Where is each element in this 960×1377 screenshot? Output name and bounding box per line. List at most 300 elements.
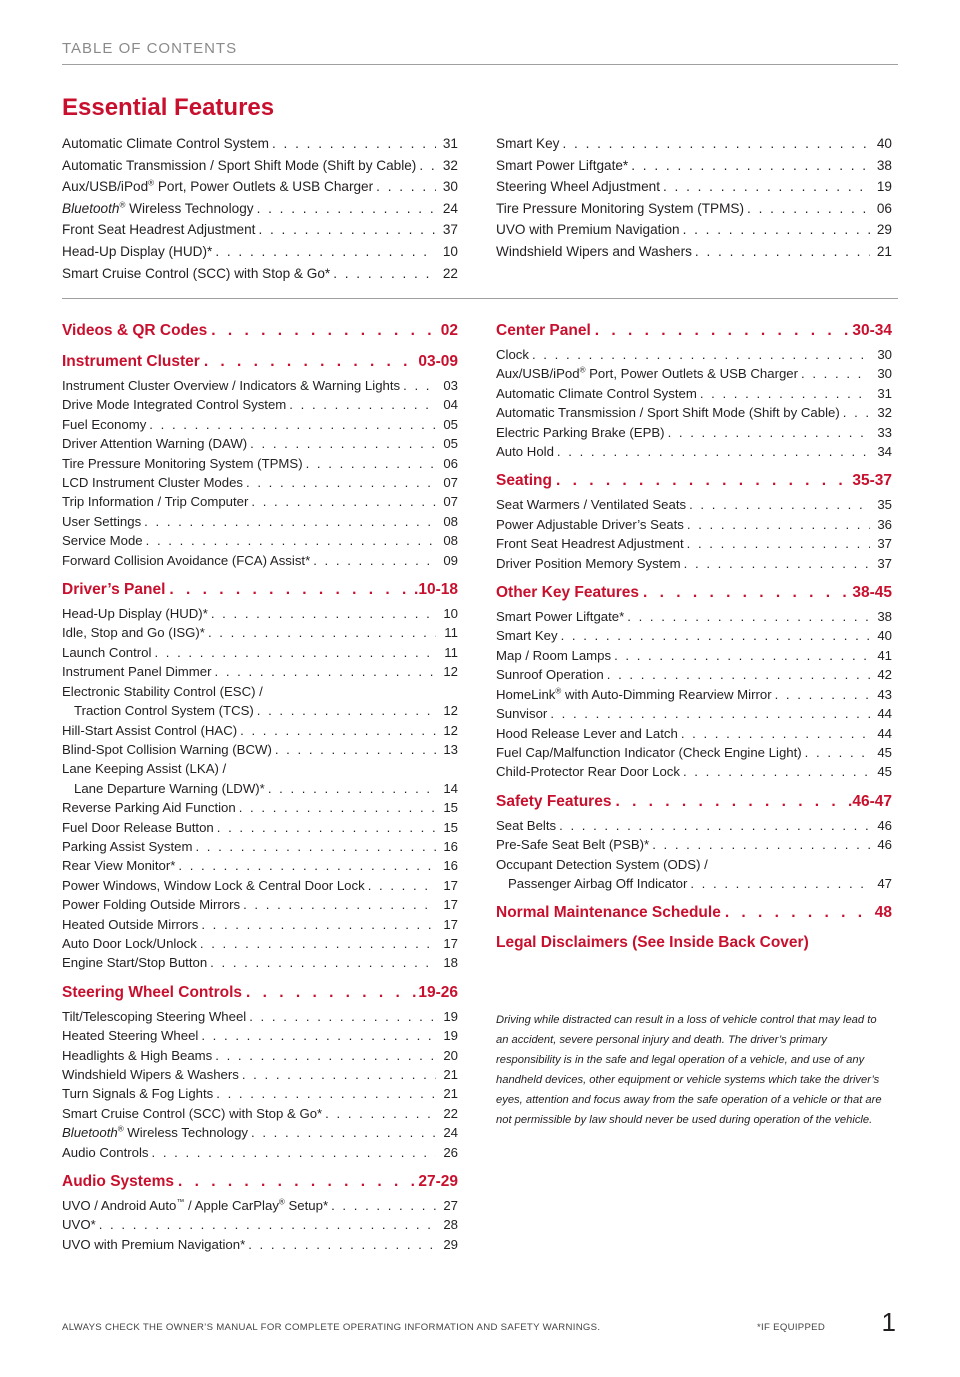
toc-entry-page: 30 xyxy=(877,347,892,362)
leader-dots xyxy=(205,623,436,642)
leader-dots xyxy=(558,626,870,645)
toc-entry[interactable] xyxy=(496,219,892,241)
toc-entry-label: Pre-Safe Seat Belt (PSB)* xyxy=(496,837,650,853)
leader-dots xyxy=(721,902,875,924)
toc-entry[interactable] xyxy=(496,442,892,461)
toc-entry-label: User Settings xyxy=(62,513,142,529)
toc-entry-page: 33 xyxy=(877,424,892,440)
leader-dots xyxy=(272,740,436,759)
toc-entry-label: Head-Up Display (HUD)* xyxy=(62,606,208,622)
toc-entry[interactable] xyxy=(496,403,892,422)
toc-entry[interactable] xyxy=(496,665,892,684)
leader-dots xyxy=(174,1171,418,1193)
section-heading[interactable] xyxy=(496,320,892,342)
leader-dots xyxy=(248,1123,436,1142)
section-title: Other Key Features xyxy=(496,584,639,602)
toc-entry-page: 30 xyxy=(442,179,458,195)
toc-entry[interactable] xyxy=(496,685,892,704)
toc-entry-label: Headlights & High Beams xyxy=(62,1047,213,1063)
toc-entry[interactable] xyxy=(496,534,892,553)
leader-dots xyxy=(684,515,870,534)
toc-entry-label: Power Adjustable Driver’s Seats xyxy=(496,516,684,532)
section-heading[interactable] xyxy=(62,1171,458,1193)
leader-dots xyxy=(239,1065,436,1084)
toc-entry-page: 21 xyxy=(443,1067,458,1082)
leader-dots xyxy=(624,607,870,626)
leader-dots xyxy=(207,953,436,972)
toc-entry-label: Occupant Detection System (ODS) / xyxy=(496,856,708,872)
toc-entry[interactable] xyxy=(62,1065,458,1084)
section-heading[interactable] xyxy=(496,932,892,954)
leader-dots xyxy=(143,531,436,550)
toc-entry-label: Engine Start/Stop Button xyxy=(62,955,208,971)
toc-entry[interactable] xyxy=(62,876,458,895)
toc-entry-page: 45 xyxy=(877,764,892,780)
toc-entry-page: 26 xyxy=(443,1144,458,1160)
leader-dots xyxy=(798,364,870,383)
section-title: Seating xyxy=(496,472,552,490)
toc-entry-label: Tilt/Telescoping Steering Wheel xyxy=(62,1008,247,1024)
toc-entry-page: 32 xyxy=(877,405,892,421)
toc-entry[interactable] xyxy=(62,740,458,759)
toc-entry-label: Automatic Climate Control System xyxy=(62,136,269,151)
leader-dots xyxy=(303,454,436,473)
toc-entry-page: 37 xyxy=(877,555,892,571)
toc-entry-page: 13 xyxy=(443,741,458,757)
leader-dots xyxy=(146,415,436,434)
toc-entry[interactable] xyxy=(62,1143,458,1162)
toc-entry[interactable] xyxy=(62,759,458,778)
toc-entry-page: 12 xyxy=(443,664,458,680)
leader-dots xyxy=(681,554,870,573)
leader-dots xyxy=(547,704,870,723)
toc-entry[interactable] xyxy=(62,1084,458,1103)
toc-entry-page: 07 xyxy=(443,475,458,491)
toc-entry-page: 12 xyxy=(443,722,458,738)
toc-entry-label: Electric Parking Brake (EPB) xyxy=(496,424,665,440)
toc-entry[interactable] xyxy=(62,1026,458,1045)
toc-entry-label: Fuel Door Release Button xyxy=(62,819,214,835)
leader-dots xyxy=(840,403,870,422)
leader-dots xyxy=(237,721,436,740)
toc-entry-label: UVO / Android Auto™ / Apple CarPlay® Setup* xyxy=(62,1197,329,1214)
toc-entry-label: Fuel Economy xyxy=(62,416,147,432)
toc-entry[interactable] xyxy=(62,376,458,395)
toc-entry-label: Bluetooth® Wireless Technology xyxy=(62,1124,248,1141)
toc-entry-label: HomeLink® with Auto-Dimming Rearview Mirror xyxy=(496,686,772,702)
section-pages: 30-34 xyxy=(852,322,892,339)
toc-entry[interactable] xyxy=(496,176,892,198)
toc-entry-label: Auto Door Lock/Unlock xyxy=(62,935,197,951)
toc-entry[interactable] xyxy=(62,155,458,177)
leader-dots xyxy=(322,1104,436,1123)
leader-dots xyxy=(684,534,870,553)
toc-entry-page: 16 xyxy=(443,858,458,874)
section-title: Steering Wheel Controls xyxy=(62,983,242,1001)
toc-entry-page: 05 xyxy=(443,436,458,452)
toc-entry-label: Power Folding Outside Mirrors xyxy=(62,897,241,913)
leader-dots xyxy=(665,423,870,442)
toc-entry[interactable] xyxy=(496,835,892,854)
toc-entry-page: 40 xyxy=(877,628,892,644)
toc-entry[interactable] xyxy=(62,1215,458,1234)
section-title: Center Panel xyxy=(496,322,591,339)
leader-dots xyxy=(687,874,870,893)
leader-dots xyxy=(604,665,870,684)
toc-entry-page: 31 xyxy=(442,136,458,151)
toc-entry-page: 05 xyxy=(443,416,458,432)
toc-entry[interactable] xyxy=(496,155,892,177)
toc-entry-label: UVO with Premium Navigation xyxy=(496,222,680,238)
section-heading[interactable] xyxy=(62,351,458,373)
toc-entry[interactable] xyxy=(62,915,458,934)
leader-dots xyxy=(697,384,870,403)
toc-entry[interactable] xyxy=(62,415,458,434)
toc-entry-label: Tire Pressure Monitoring System (TPMS) xyxy=(496,200,745,216)
toc-entry-label: Driver Position Memory System xyxy=(496,555,681,571)
toc-entry[interactable] xyxy=(496,762,892,781)
toc-entry-label: Smart Key xyxy=(496,628,558,644)
toc-entry-page: 29 xyxy=(443,1236,458,1252)
toc-entry[interactable] xyxy=(496,816,892,835)
toc-entry-label: Lane Departure Warning (LDW)* xyxy=(74,780,265,796)
toc-entry-label: Service Mode xyxy=(62,533,143,549)
leader-dots xyxy=(744,198,870,220)
toc-entry-label: Parking Assist System xyxy=(62,838,193,854)
leader-dots xyxy=(192,837,436,856)
toc-entry[interactable] xyxy=(62,198,458,220)
toc-entry-page: 21 xyxy=(876,243,892,259)
toc-entry[interactable] xyxy=(62,531,458,550)
leader-dots xyxy=(96,1215,436,1234)
toc-entry-label: Instrument Cluster Overview / Indicators & Warning Lights xyxy=(62,378,401,393)
toc-entry[interactable] xyxy=(62,643,458,662)
section-pages: 46-47 xyxy=(852,792,892,810)
toc-entry[interactable] xyxy=(62,512,458,531)
leader-dots xyxy=(254,701,436,720)
toc-entry[interactable] xyxy=(62,682,458,701)
toc-entry-page: 47 xyxy=(877,875,892,891)
leader-dots xyxy=(247,434,436,453)
toc-entry[interactable] xyxy=(62,133,458,155)
leader-dots xyxy=(149,1143,437,1162)
toc-entry-label: Automatic Climate Control System xyxy=(496,385,697,401)
toc-entry[interactable] xyxy=(62,895,458,914)
toc-entry-label: Head-Up Display (HUD)* xyxy=(62,243,213,259)
section-divider xyxy=(62,298,898,299)
toc-entry-page: 32 xyxy=(442,157,458,173)
leader-dots xyxy=(678,724,870,743)
toc-entry-page: 46 xyxy=(877,837,892,853)
toc-entry[interactable] xyxy=(62,934,458,953)
toc-entry[interactable] xyxy=(496,724,892,743)
section-heading[interactable] xyxy=(496,902,892,924)
toc-entry-page: 38 xyxy=(877,609,892,625)
toc-entry[interactable] xyxy=(62,856,458,875)
leader-dots xyxy=(141,512,436,531)
leader-dots xyxy=(660,176,870,198)
leader-dots xyxy=(245,1235,436,1254)
toc-entry-label: Fuel Cap/Malfunction Indicator (Check Engine Light) xyxy=(496,744,802,760)
toc-entry-page: 44 xyxy=(877,725,892,741)
toc-entry-page: 30 xyxy=(877,366,892,382)
section-title: Normal Maintenance Schedule xyxy=(496,904,721,922)
toc-entry-label: Front Seat Headrest Adjustment xyxy=(62,222,256,238)
toc-entry-page: 10 xyxy=(443,606,458,622)
leader-dots xyxy=(246,1007,436,1026)
toc-entry-page: 28 xyxy=(443,1217,458,1233)
toc-entry[interactable] xyxy=(62,837,458,856)
section-pages: 35-37 xyxy=(852,472,892,490)
leader-dots xyxy=(165,579,414,601)
toc-entry-label: Auto Hold xyxy=(496,444,554,460)
toc-entry[interactable] xyxy=(62,623,458,642)
toc-entry[interactable] xyxy=(62,434,458,453)
toc-entry-page: 06 xyxy=(876,200,892,216)
toc-entry-page: 16 xyxy=(443,838,458,854)
toc-entry-label: Driver Attention Warning (DAW) xyxy=(62,436,248,452)
toc-entry-page: 22 xyxy=(443,1105,458,1121)
leader-dots xyxy=(240,895,436,914)
toc-entry[interactable] xyxy=(62,1046,458,1065)
toc-entry-page: 40 xyxy=(876,136,892,151)
toc-entry-page: 04 xyxy=(443,397,458,413)
leader-dots xyxy=(591,320,853,342)
toc-entry[interactable] xyxy=(62,492,458,511)
leader-dots xyxy=(772,685,870,704)
toc-entry[interactable] xyxy=(496,855,892,874)
toc-entry[interactable] xyxy=(496,554,892,573)
toc-entry[interactable] xyxy=(496,704,892,723)
leader-dots xyxy=(269,133,436,155)
leader-dots xyxy=(400,376,436,395)
section-pages: 48 xyxy=(874,904,892,922)
leader-dots xyxy=(200,351,419,373)
toc-entry-label: Electronic Stability Control (ESC) / xyxy=(62,683,263,699)
toc-entry-label: Tire Pressure Monitoring System (TPMS) xyxy=(62,455,303,471)
toc-entry[interactable] xyxy=(496,384,892,403)
leader-dots xyxy=(151,643,436,662)
toc-entry[interactable] xyxy=(62,721,458,740)
toc-entry-page: 21 xyxy=(443,1086,458,1102)
section-heading[interactable] xyxy=(496,470,892,492)
toc-entry-label: Front Seat Headrest Adjustment xyxy=(496,536,684,552)
toc-entry-label: Smart Power Liftgate* xyxy=(496,609,625,625)
toc-entry-page: 11 xyxy=(444,625,458,641)
toc-entry-page: 19 xyxy=(443,1008,458,1024)
toc-entry[interactable] xyxy=(62,1235,458,1254)
leader-dots xyxy=(207,320,440,342)
toc-entry[interactable] xyxy=(496,495,892,514)
section-pages: 38-45 xyxy=(852,584,892,602)
toc-entry-page: 19 xyxy=(876,179,892,195)
toc-entry[interactable] xyxy=(496,646,892,665)
toc-entry[interactable] xyxy=(62,1196,458,1215)
leader-dots xyxy=(552,470,852,492)
toc-entry-page: 20 xyxy=(443,1047,458,1063)
toc-entry-page: 35 xyxy=(877,497,892,513)
leader-dots xyxy=(214,818,436,837)
section-heading[interactable] xyxy=(62,982,458,1004)
essential-features-title: Essential Features xyxy=(62,94,275,121)
toc-entry-page: 38 xyxy=(876,157,892,173)
toc-entry[interactable] xyxy=(62,953,458,972)
leader-dots xyxy=(208,604,436,623)
toc-entry[interactable] xyxy=(62,818,458,837)
section-title: Driver’s Panel xyxy=(62,581,166,599)
essential-right-list xyxy=(496,133,892,263)
header-divider xyxy=(62,64,898,65)
toc-entry[interactable] xyxy=(496,607,892,626)
toc-entry[interactable] xyxy=(496,198,892,220)
footer-warning: ALWAYS CHECK THE OWNER’S MANUAL FOR COMPLETE OPERATING INFORMATION AND SAFETY WARNINGS. xyxy=(62,1322,601,1333)
toc-entry-label: Map / Room Lamps xyxy=(496,647,612,663)
leader-dots xyxy=(198,1026,436,1045)
toc-entry[interactable] xyxy=(62,263,458,285)
toc-entry-label: Idle, Stop and Go (ISG)* xyxy=(62,625,205,641)
toc-entry[interactable] xyxy=(62,551,458,570)
leader-dots xyxy=(243,473,436,492)
toc-right-column xyxy=(496,320,892,957)
leader-dots xyxy=(254,198,436,220)
distracted-driving-disclaimer: Driving while distracted can result in a loss of vehicle control that may lead to an accident, severe personal injury and death. The driver’s primary responsibility is in the safe and legal operation of a vehicle, and use of any handheld devices, other equipment or vehicle systems which take the driver’s eyes, attention and focus away from the safe operation of a vehicle or that are not permissible by law should never be used during operation of the vehicle. xyxy=(496,1014,882,1126)
leader-dots xyxy=(649,835,870,854)
toc-entry-page: 09 xyxy=(443,552,458,568)
leader-dots xyxy=(175,856,436,875)
toc-entry-label: Launch Control xyxy=(62,644,152,660)
toc-entry-label: Hood Release Lever and Latch xyxy=(496,725,678,741)
toc-entry[interactable] xyxy=(62,241,458,263)
toc-entry-page: 37 xyxy=(442,222,458,238)
leader-dots xyxy=(611,791,852,813)
toc-entry-label: Trip Information / Trip Computer xyxy=(62,494,249,510)
toc-entry-label: Clock xyxy=(496,347,529,362)
toc-entry[interactable] xyxy=(62,1007,458,1026)
section-heading[interactable] xyxy=(62,320,458,342)
toc-entry-label: Smart Key xyxy=(496,136,560,151)
section-title: Legal Disclaimers (See Inside Back Cover) xyxy=(496,934,809,952)
toc-entry[interactable] xyxy=(62,604,458,623)
toc-entry-page: 18 xyxy=(443,955,458,971)
leader-dots xyxy=(680,219,870,241)
toc-entry-label: Passenger Airbag Off Indicator xyxy=(508,875,688,891)
toc-entry-label: Turn Signals & Fog Lights xyxy=(62,1086,214,1102)
toc-entry[interactable] xyxy=(62,779,458,798)
toc-entry[interactable] xyxy=(62,1104,458,1123)
section-pages: 03-09 xyxy=(418,353,458,370)
toc-entry-page: 17 xyxy=(443,935,458,951)
leader-dots xyxy=(639,582,852,604)
page-header: TABLE OF CONTENTS xyxy=(62,40,238,57)
section-heading[interactable] xyxy=(62,579,458,601)
leader-dots xyxy=(330,263,436,285)
essential-left-list xyxy=(62,133,458,284)
section-title: Videos & QR Codes xyxy=(62,322,208,339)
toc-entry[interactable] xyxy=(496,133,892,155)
toc-entry[interactable] xyxy=(62,176,458,198)
toc-entry[interactable] xyxy=(496,241,892,263)
toc-entry-label: Lane Keeping Assist (LKA) / xyxy=(62,761,227,777)
leader-dots xyxy=(197,934,436,953)
toc-entry[interactable] xyxy=(62,798,458,817)
leader-dots xyxy=(559,133,870,155)
toc-entry-label: Windshield Wipers & Washers xyxy=(62,1067,239,1082)
toc-entry-page: 17 xyxy=(443,916,458,932)
toc-entry-label: Smart Cruise Control (SCC) with Stop & Go* xyxy=(62,1105,323,1121)
toc-entry-label: Power Windows, Window Lock & Central Door Lock xyxy=(62,877,365,893)
section-title: Instrument Cluster xyxy=(62,353,200,370)
leader-dots xyxy=(680,762,870,781)
section-heading[interactable] xyxy=(496,791,892,813)
toc-entry-page: 41 xyxy=(877,647,892,663)
toc-entry-label: LCD Instrument Cluster Modes xyxy=(62,475,244,491)
toc-entry-label: Automatic Transmission / Sport Shift Mode (Shift by Cable) xyxy=(496,405,840,421)
toc-entry-page: 24 xyxy=(443,1125,458,1141)
toc-entry-page: 12 xyxy=(443,703,458,719)
leader-dots xyxy=(802,743,870,762)
toc-entry-label: Blind-Spot Collision Warning (BCW) xyxy=(62,741,272,757)
toc-entry-page: 27 xyxy=(443,1198,458,1214)
leader-dots xyxy=(628,155,870,177)
toc-entry-label: Rear View Monitor* xyxy=(62,858,176,874)
toc-entry-page: 22 xyxy=(442,265,458,281)
toc-entry-page: 11 xyxy=(444,644,458,660)
toc-entry-page: 06 xyxy=(443,455,458,471)
toc-entry[interactable] xyxy=(62,701,458,720)
toc-entry-label: Heated Outside Mirrors xyxy=(62,916,199,932)
toc-entry[interactable] xyxy=(496,626,892,645)
toc-entry[interactable] xyxy=(496,743,892,762)
toc-entry[interactable] xyxy=(62,219,458,241)
leader-dots xyxy=(611,646,870,665)
toc-entry-page: 46 xyxy=(877,817,892,833)
section-title: Audio Systems xyxy=(62,1173,174,1191)
leader-dots xyxy=(212,241,436,263)
toc-entry-label: Child-Protector Rear Door Lock xyxy=(496,764,680,780)
toc-entry[interactable] xyxy=(62,454,458,473)
footer-if-equipped: *IF EQUIPPED xyxy=(757,1322,826,1333)
leader-dots xyxy=(373,176,436,198)
toc-entry[interactable] xyxy=(496,345,892,364)
toc-entry[interactable] xyxy=(496,874,892,893)
toc-entry-label: Sunroof Operation xyxy=(496,667,604,683)
toc-entry-page: 08 xyxy=(443,513,458,529)
leader-dots xyxy=(212,1046,436,1065)
toc-entry[interactable] xyxy=(496,515,892,534)
toc-entry[interactable] xyxy=(62,395,458,414)
toc-entry[interactable] xyxy=(62,662,458,681)
toc-entry-label: Smart Power Liftgate* xyxy=(496,157,629,173)
toc-entry-page: 10 xyxy=(442,243,458,259)
leader-dots xyxy=(556,816,870,835)
toc-entry-page: 29 xyxy=(876,222,892,238)
toc-entry[interactable] xyxy=(62,473,458,492)
section-heading[interactable] xyxy=(496,582,892,604)
toc-entry-page: 44 xyxy=(877,706,892,722)
toc-entry-label: Hill-Start Assist Control (HAC) xyxy=(62,722,238,738)
toc-entry-page: 34 xyxy=(877,444,892,460)
leader-dots xyxy=(242,982,418,1004)
leader-dots xyxy=(265,779,436,798)
page-number: 1 xyxy=(881,1307,896,1337)
leader-dots xyxy=(286,395,436,414)
leader-dots xyxy=(328,1196,436,1215)
toc-entry[interactable] xyxy=(496,364,892,383)
toc-entry[interactable] xyxy=(496,423,892,442)
toc-entry-label: Heated Steering Wheel xyxy=(62,1028,199,1044)
toc-entry[interactable] xyxy=(62,1123,458,1142)
section-pages: 02 xyxy=(440,322,458,339)
